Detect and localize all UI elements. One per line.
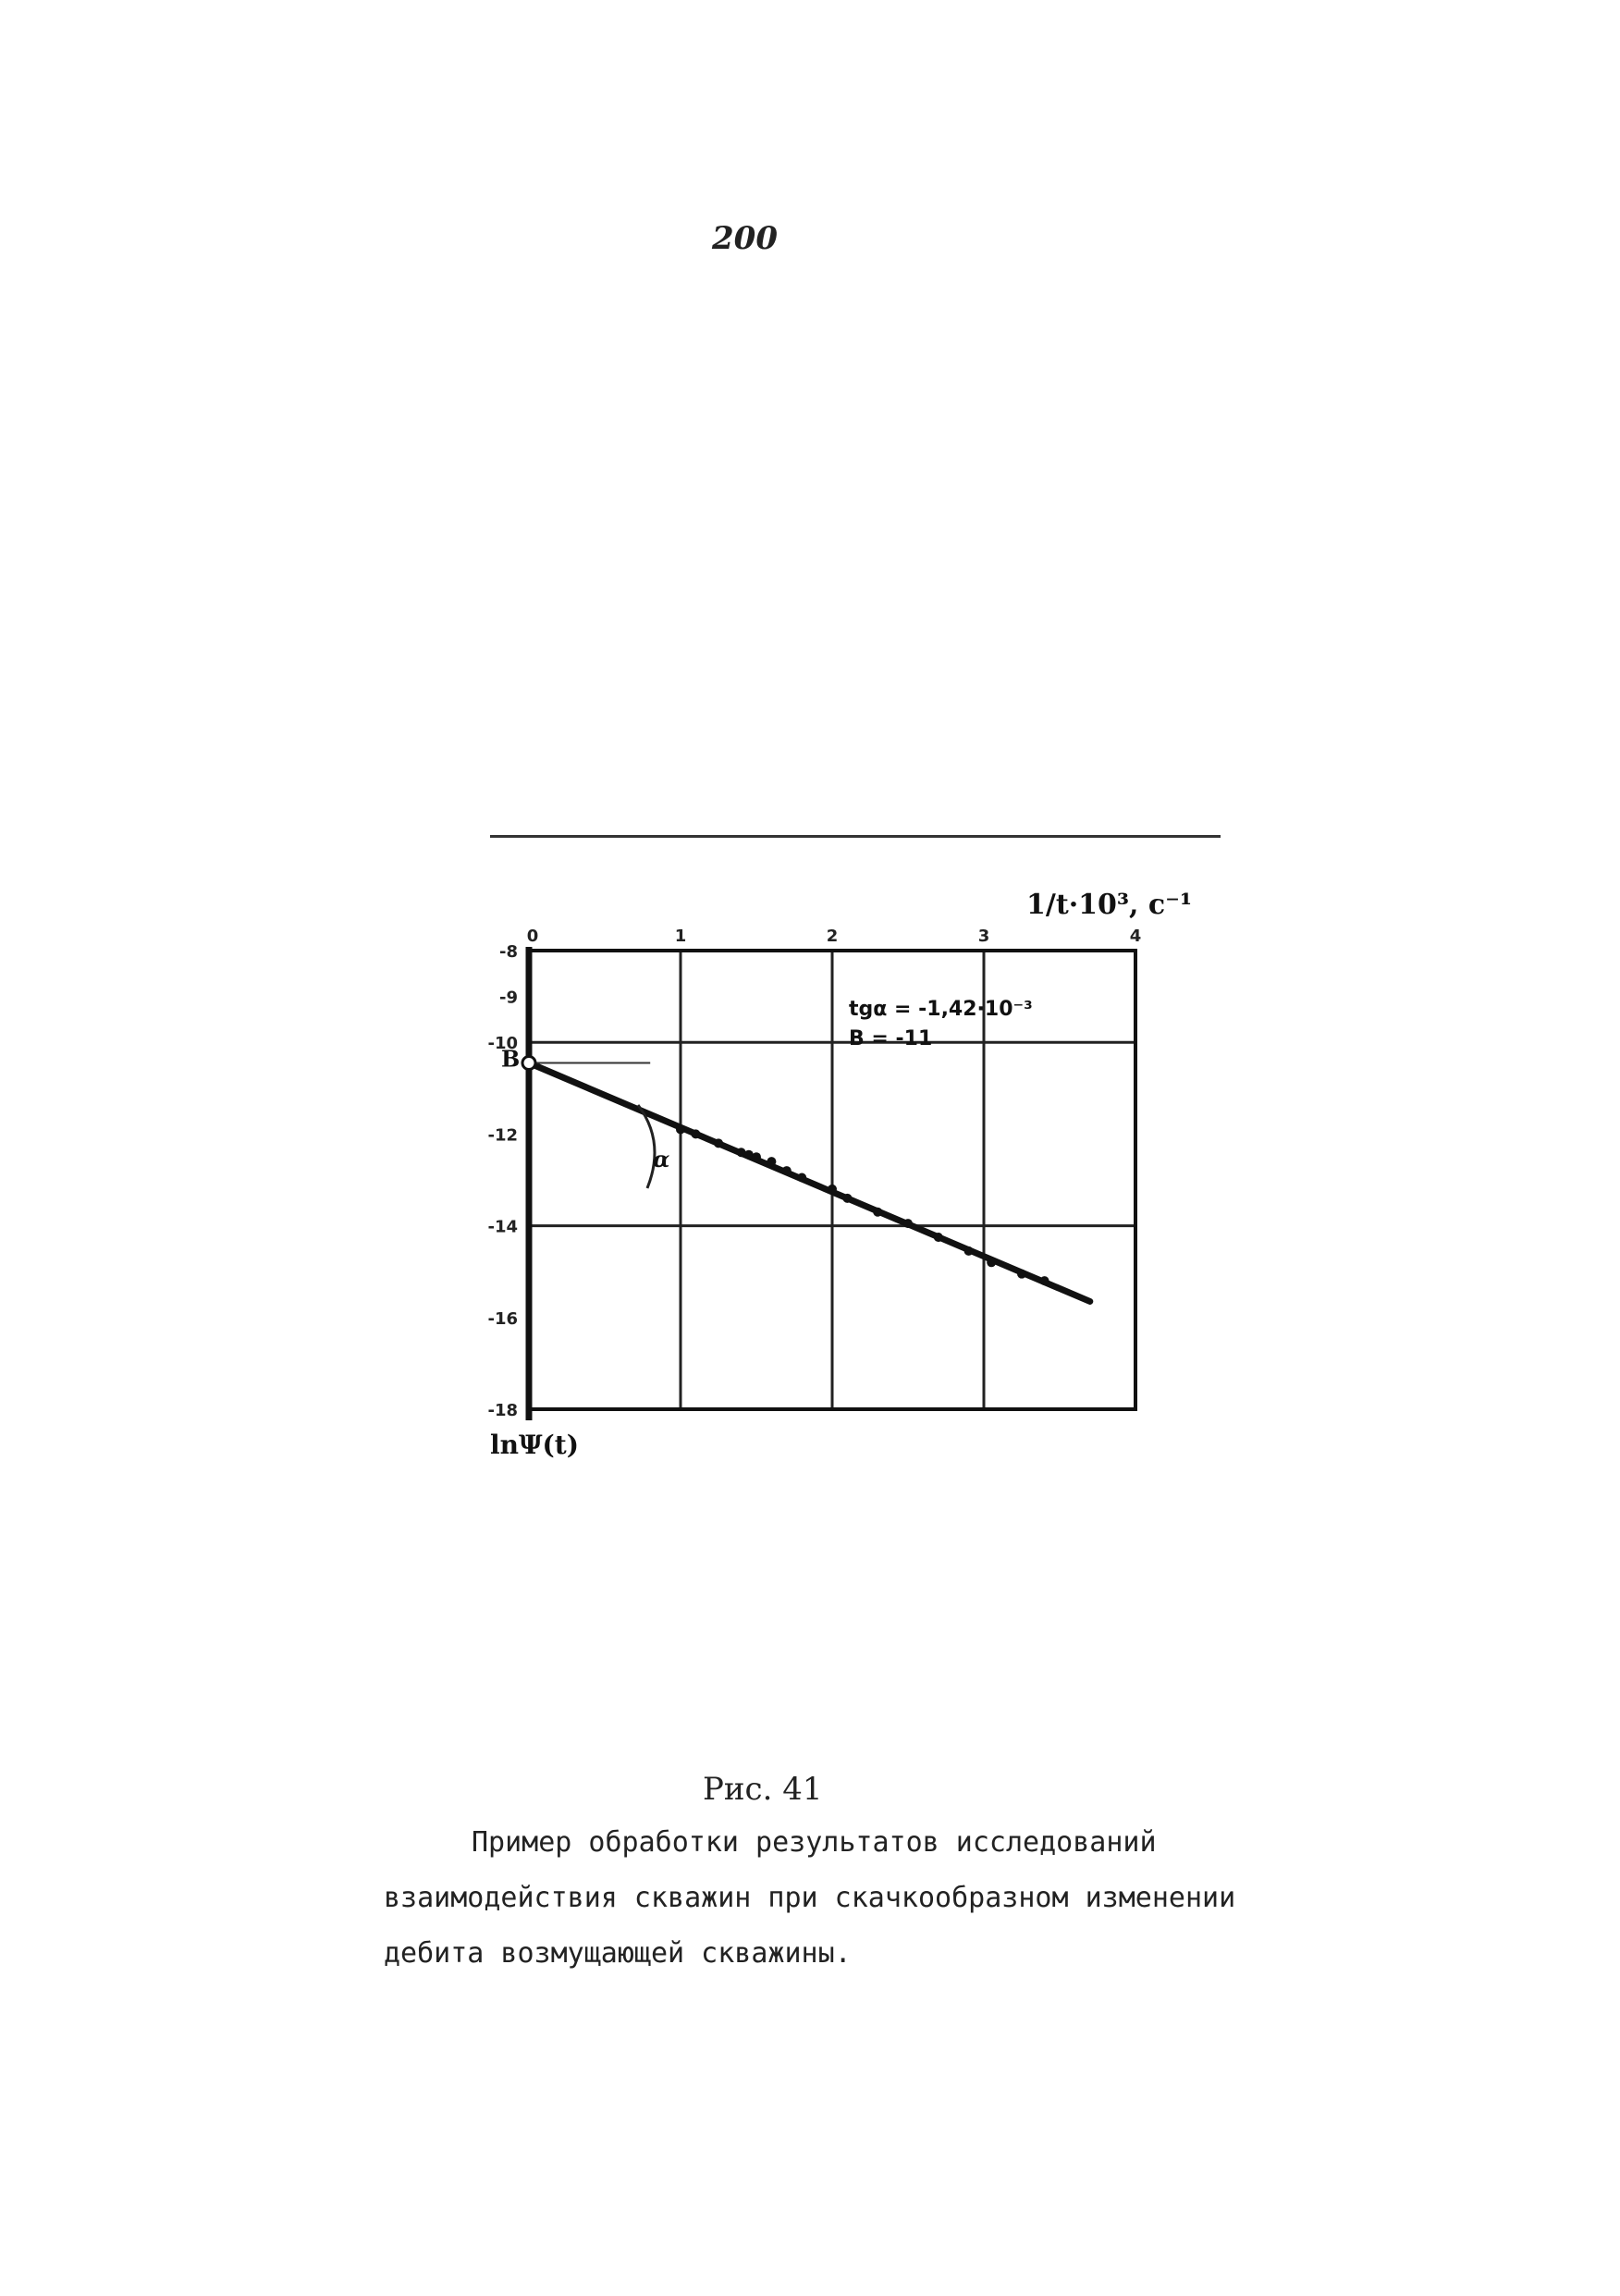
x-tick-label: 3 [977, 927, 990, 946]
caption-line-1: Пример обработки результатов исследований [472, 1826, 1157, 1859]
fit-line [529, 1063, 1090, 1302]
data-point [873, 1208, 882, 1217]
intercept-point [522, 1057, 535, 1070]
data-point [903, 1219, 913, 1228]
annotation-line: B = -11 [849, 1027, 933, 1050]
data-point [1017, 1270, 1026, 1279]
y-tick-label: -9 [499, 988, 518, 1008]
x-tick-label: 0 [526, 927, 539, 946]
y-tick-label: -10 [487, 1034, 518, 1054]
y-tick-label: -14 [487, 1217, 518, 1237]
data-point [934, 1233, 943, 1242]
data-point [676, 1124, 685, 1134]
y-tick-label: -18 [487, 1401, 518, 1420]
x-tick-label: 2 [826, 927, 839, 946]
data-point [714, 1138, 723, 1148]
y-tick-label: -16 [487, 1308, 518, 1329]
data-point [987, 1258, 996, 1267]
data-point [782, 1166, 792, 1175]
data-point [964, 1246, 974, 1256]
y-tick-label: -12 [487, 1125, 518, 1146]
y-axis-label: lnΨ(t) [490, 1430, 579, 1460]
angle-label: α [653, 1146, 670, 1173]
figure-label: Рис. 41 [703, 1771, 823, 1808]
annotation-line: tgα = -1,42·10⁻³ [849, 998, 1033, 1021]
data-point [691, 1129, 700, 1138]
intercept-label: B [501, 1045, 521, 1073]
page-number: 200 [712, 220, 778, 257]
data-point [842, 1194, 852, 1203]
caption-line-2: взаимодействия скважин при скачкообразном изменении [384, 1882, 1236, 1914]
x-tick-label: 4 [1129, 927, 1142, 946]
data-point [1040, 1276, 1049, 1285]
x-tick-label: 1 [674, 927, 687, 946]
data-point [797, 1173, 806, 1183]
data-point [828, 1185, 837, 1194]
y-tick-label: -8 [499, 942, 518, 962]
data-point [767, 1157, 776, 1166]
x-axis-label: 1/t·10³, c⁻¹ [1026, 889, 1193, 921]
data-point [752, 1152, 761, 1161]
caption-line-3: дебита возмущающей скважины. [384, 1937, 852, 1970]
